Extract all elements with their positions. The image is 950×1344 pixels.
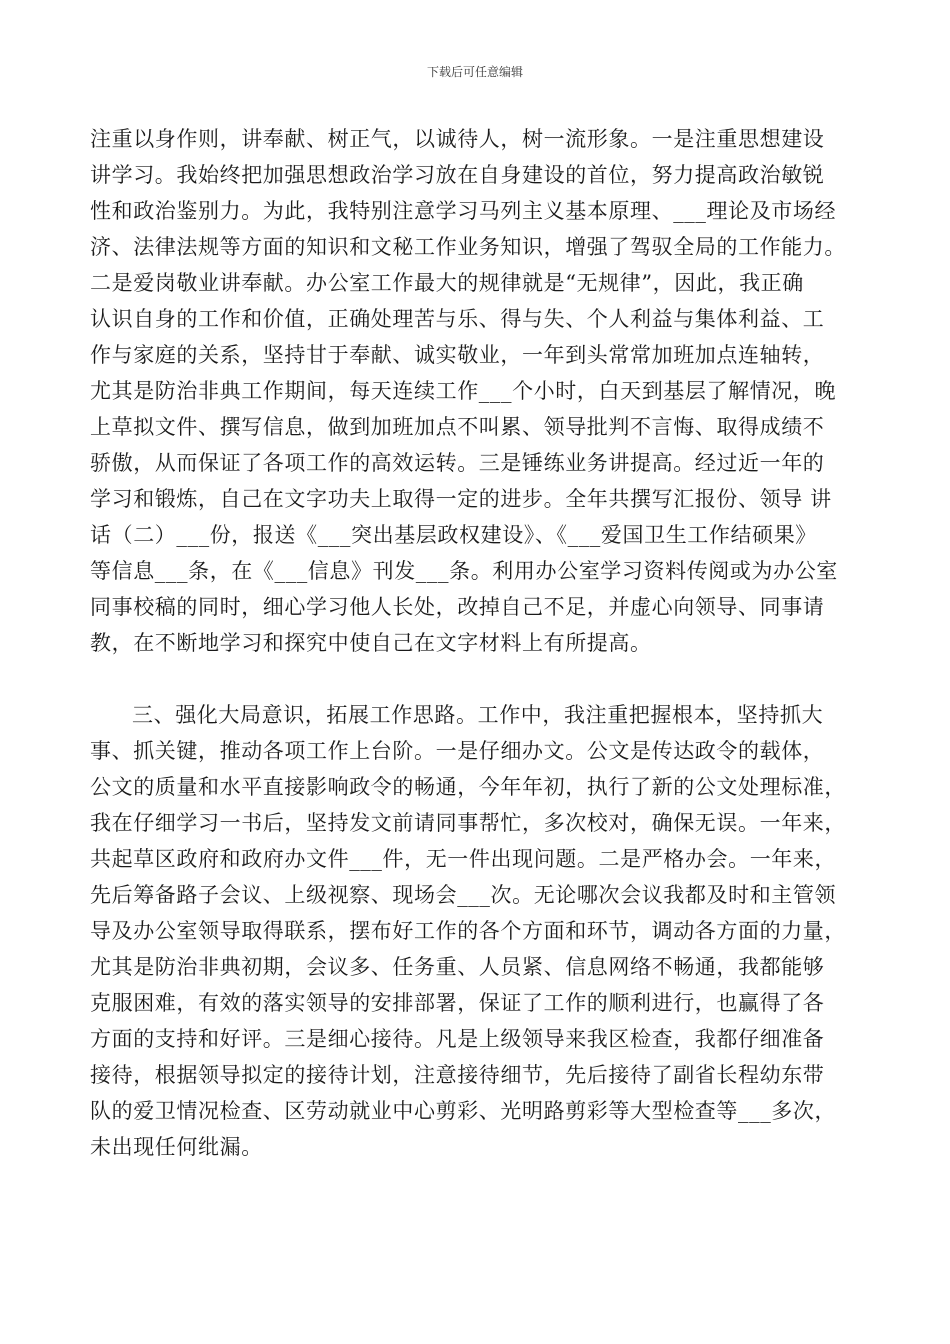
- text-line: 队的爱卫情况检查、区劳动就业中心剪彩、光明路剪彩等大型检查等___多次，: [90, 1099, 837, 1123]
- text-line: 尤其是防治非典工作期间，每天连续工作___个小时，白天到基层了解情况，晚: [90, 379, 837, 403]
- text-line: 三、强化大局意识，拓展工作思路。工作中，我注重把握根本，坚持抓大: [132, 703, 824, 727]
- text-line: 同事校稿的同时，细心学习他人长处，改掉自己不足，并虚心向领导、同事请: [90, 595, 825, 619]
- text-line: 公文的质量和水平直接影响政令的畅通，今年年初，执行了新的公文处理标准，: [90, 775, 846, 799]
- text-line: 学习和锻炼，自己在文字功夫上取得一定的进步。全年共撰写汇报份、领导 讲: [90, 487, 832, 511]
- text-line: 作与家庭的关系，坚持甘于奉献、诚实敬业，一年到头常常加班加点连轴转，: [90, 343, 825, 367]
- text-line: 接待，根据领导拟定的接待计划，注意接待细节，先后接待了副省长程幼东带: [90, 1063, 825, 1087]
- text-line: 讲学习。我始终把加强思想政治学习放在自身建设的首位，努力提高政治敏锐: [90, 163, 825, 187]
- text-line: 尤其是防治非典初期，会议多、任务重、人员紧、信息网络不畅通，我都能够: [90, 955, 825, 979]
- text-line: 我在仔细学习一书后，坚持发文前请同事帮忙，多次校对，确保无误。一年来，: [90, 811, 846, 835]
- text-line: 先后筹备路子会议、上级视察、现场会___次。无论哪次会议我都及时和主管领: [90, 883, 837, 907]
- text-line: 认识自身的工作和价值，正确处理苦与乐、得与失、个人利益与集体利益、工: [90, 307, 825, 331]
- text-line: 未出现任何纰漏。: [90, 1135, 263, 1159]
- text-line: 骄傲，从而保证了各项工作的高效运转。三是锤练业务讲提高。经过近一年的: [90, 451, 825, 475]
- text-line: 性和政治鉴别力。为此，我特别注意学习马列主义基本原理、___理论及市场经: [90, 199, 837, 223]
- text-line: 事、抓关键，推动各项工作上台阶。一是仔细办文。公文是传达政令的载体，: [90, 739, 825, 763]
- text-line: 话（二）___份，报送《___突出基层政权建设》、《___爱国卫生工作结硕果》: [90, 523, 817, 547]
- text-line: 注重以身作则，讲奉献、树正气，以诚待人，树一流形象。一是注重思想建设: [90, 127, 825, 151]
- text-line: 等信息___条，在《___信息》刊发___条。利用办公室学习资料传阅或为办公室: [90, 559, 838, 583]
- text-line: 共起草区政府和政府办文件___件，无一件出现问题。二是严格办会。一年来，: [90, 847, 837, 871]
- text-line: 教，在不断地学习和探究中使自己在文字材料上有所提高。: [90, 631, 652, 655]
- text-line: 方面的支持和好评。三是细心接待。凡是上级领导来我区检查，我都仔细准备: [90, 1027, 825, 1051]
- text-line: 济、法律法规等方面的知识和文秘工作业务知识，增强了驾驭全局的工作能力。: [90, 235, 846, 259]
- text-line: 导及办公室领导取得联系，摆布好工作的各个方面和环节，调动各方面的力量，: [90, 919, 846, 943]
- text-line: 上草拟文件、撰写信息，做到加班加点不叫累、领导批判不言悔、取得成绩不: [90, 415, 825, 439]
- page-header: 下载后可任意编辑: [426, 65, 523, 79]
- text-line: 克服困难，有效的落实领导的安排部署，保证了工作的顺利进行，也赢得了各: [90, 991, 825, 1015]
- text-line: 二是爱岗敬业讲奉献。办公室工作最大的规律就是“无规律”，因此，我正确: [90, 271, 804, 295]
